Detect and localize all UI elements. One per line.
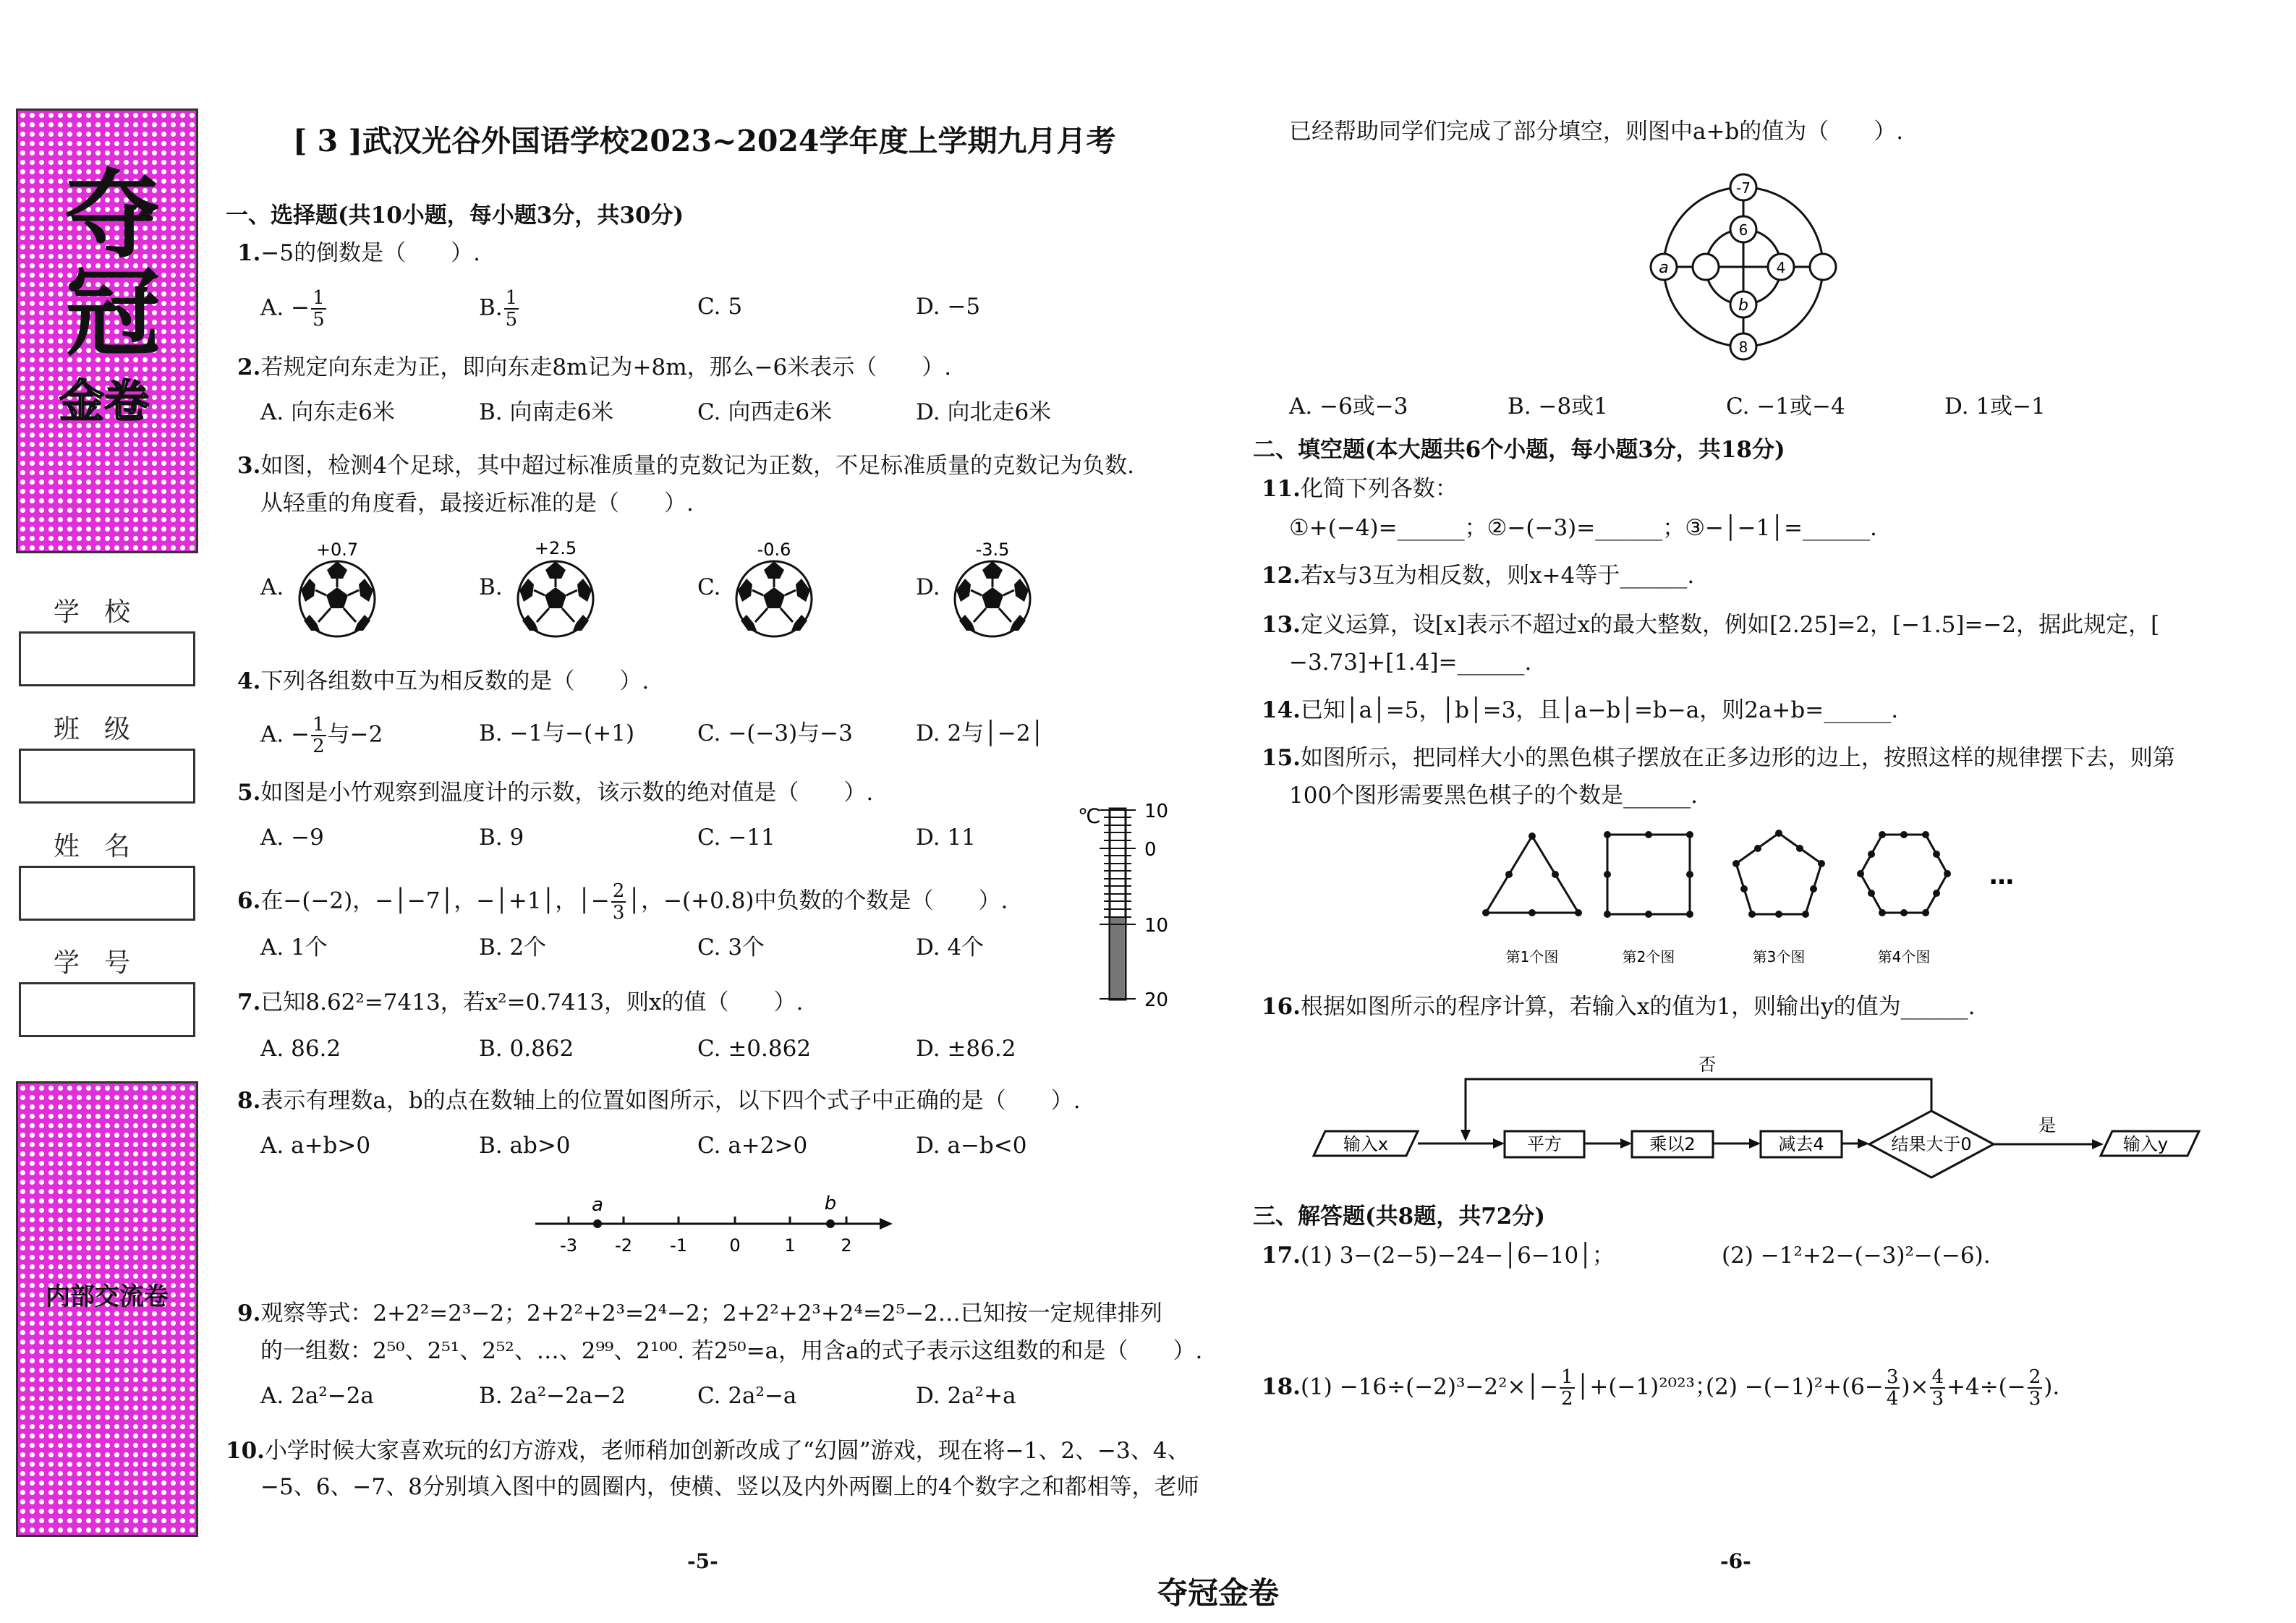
- flow-input-label: 输入x: [1343, 1134, 1389, 1154]
- q2-option-b: B. 向南走6米: [479, 399, 614, 425]
- q3-ball-a-icon: [299, 561, 375, 636]
- thermo-liquid: [1111, 917, 1124, 998]
- q1-option-c: C. 5: [697, 294, 743, 320]
- circle-node-left-outer-label: a: [1659, 259, 1669, 277]
- q3-stem-line2: 从轻重的角度看，最接近标准的是（ ）.: [260, 490, 694, 516]
- q11-line2: ①+(−4)=______；②−(−3)=______；③−│−1│=______.: [1289, 515, 1877, 541]
- q5-thermometer: [1078, 796, 1186, 1013]
- exam-title: [ 3 ]武汉光谷外国语学校2023~2024学年度上学期九月月考: [293, 124, 1116, 158]
- q6-option-d: D. 4个: [916, 934, 985, 960]
- q8-number-line: [535, 1193, 897, 1258]
- thermo-tick-minus10: 10: [1144, 915, 1169, 937]
- q6-option-a: A. 1个: [260, 934, 328, 960]
- q10-option-d: D. 1或−1: [1944, 393, 2046, 419]
- q10-option-a: A. −6或−3: [1289, 393, 1408, 419]
- q8-option-d: D. a−b<0: [916, 1133, 1027, 1159]
- circle-node-right-inner-label: 4: [1776, 259, 1786, 276]
- field-label-name: 姓名: [54, 832, 156, 861]
- q16-stem: 16.根据如图所示的程序计算，若输入x的值为1，则输出y的值为______.: [1262, 994, 1976, 1020]
- q10-magic-circle: [1642, 171, 1845, 366]
- q15-fig2-label: 第2个图: [1622, 948, 1675, 966]
- q9-option-a: A. 2a²−2a: [260, 1383, 374, 1409]
- q15-fig4-label: 第4个图: [1877, 948, 1931, 966]
- q17-part2: (2) −1²+2−(−3)²−(−6).: [1722, 1243, 1991, 1269]
- circle-node-top-inner-label: 6: [1738, 221, 1748, 239]
- q4-option-b: B. −1与−(+1): [479, 720, 635, 746]
- q8-option-b: B. ab>0: [479, 1133, 571, 1159]
- q8-option-c: C. a+2>0: [697, 1133, 808, 1159]
- q3-stem-line1: 3.如图，检测4个足球，其中超过标准质量的克数记为正数，不足标准质量的克数记为负数.: [237, 453, 1134, 479]
- q17-part1: 17.(1) 3−(2−5)−24−│6−10│；: [1262, 1243, 1615, 1269]
- q7-stem: 7.已知8.62²=7413，若x²=0.7413，则x的值（ ）.: [237, 989, 804, 1015]
- q15-fig1-label: 第1个图: [1505, 948, 1559, 966]
- axis-tick-m2: -2: [615, 1235, 632, 1256]
- q5-option-d: D. 11: [916, 825, 976, 851]
- q8-option-a: A. a+b>0: [260, 1133, 371, 1159]
- q12-stem: 12.若x与3互为相反数，则x+4等于______.: [1262, 563, 1695, 589]
- inner-exchange-label: 内部交流卷: [46, 1282, 169, 1311]
- thermo-tick-top: 10: [1144, 801, 1169, 822]
- q3-option-b: B.: [479, 574, 503, 600]
- q1-option-b: B. $\frac{1}{5}$: [479, 287, 518, 331]
- q3-ball-d-icon: [955, 561, 1030, 636]
- q3-ball-b-icon: [518, 561, 593, 636]
- circle-node-left-inner: [1693, 254, 1719, 280]
- page-number-left: -5-: [687, 1549, 718, 1573]
- q18-part1: 18.(1) −16÷(−2)³−2²×│− $\frac{1}{2}$ │+(−1)²⁰²³；: [1262, 1366, 1717, 1410]
- q6-option-b: B. 2个: [479, 934, 547, 960]
- q2-option-a: A. 向东走6米: [260, 399, 395, 425]
- q9-option-d: D. 2a²+a: [916, 1383, 1016, 1409]
- circle-node-right-outer: [1810, 254, 1836, 280]
- flow-multiply-label: 乘以2: [1649, 1134, 1696, 1154]
- q9-stem-line2: 的一组数：2⁵⁰、2⁵¹、2⁵²、…、2⁹⁹、2¹⁰⁰. 若2⁵⁰=a，用含a的式子表示这组数的和是（ ）.: [260, 1338, 1203, 1364]
- q9-option-c: C. 2a²−a: [697, 1383, 797, 1409]
- field-label-id: 学号: [54, 948, 156, 978]
- thermo-tick-minus20: 20: [1144, 989, 1169, 1011]
- q15-polygon-figures: [1476, 825, 2014, 976]
- flow-subtract-label: 减去4: [1778, 1134, 1824, 1154]
- q3-option-c: C.: [697, 574, 721, 600]
- flow-square-label: 平方: [1527, 1134, 1562, 1154]
- q1-stem: 1.−5的倒数是（ ）.: [237, 240, 480, 266]
- flow-output-label: 输入y: [2122, 1134, 2169, 1154]
- thermo-tick-zero: 0: [1144, 839, 1157, 861]
- q15-stem-line2: 100个图形需要黑色棋子的个数是______.: [1289, 783, 1698, 809]
- side-panel: [16, 108, 198, 1537]
- q2-option-c: C. 向西走6米: [697, 399, 833, 425]
- field-box-class[interactable]: [19, 749, 195, 804]
- q10-option-b: B. −8或1: [1508, 393, 1608, 419]
- flow-no-label: 否: [1698, 1055, 1716, 1075]
- q13-stem-line1: 13.定义运算，设[x]表示不超过x的最大整数，例如[2.25]=2，[−1.5]=−2，据此规定，[: [1262, 612, 2160, 638]
- q3-ball-c-label: -0.6: [757, 540, 791, 560]
- q10-stem-line2: −5、6、−7、8分别填入图中的圆圈内，使横、竖以及内外两圈上的4个数字之和都相等，老师: [260, 1474, 1199, 1500]
- axis-tick-2: 2: [841, 1235, 852, 1256]
- brand-logo-big: 夺冠: [65, 160, 158, 370]
- q2-option-d: D. 向北走6米: [916, 399, 1052, 425]
- section-1-heading: 一、选择题(共10小题，每小题3分，共30分): [226, 203, 684, 229]
- q9-option-b: B. 2a²−2a−2: [479, 1383, 626, 1409]
- q7-option-d: D. ±86.2: [916, 1036, 1016, 1062]
- q8-stem: 8.表示有理数a，b的点在数轴上的位置如图所示，以下四个式子中正确的是（ ）.: [237, 1088, 1081, 1114]
- field-box-name[interactable]: [19, 866, 195, 921]
- axis-point-b-label: b: [824, 1193, 837, 1214]
- q10-stem-line1: 10.小学时候大家喜欢玩的幻方游戏，老师稍加创新改成了“幻圆”游戏，现在将−1、2、−3、4、: [226, 1438, 1190, 1464]
- axis-point-b: [826, 1219, 835, 1228]
- field-box-school[interactable]: [19, 631, 195, 686]
- q14-stem: 14.已知│a│=5，│b│=3，且│a−b│=b−a，则2a+b=______.: [1262, 697, 1899, 723]
- circle-node-top-outer-label: -7: [1736, 179, 1751, 197]
- q5-stem: 5.如图是小竹观察到温度计的示数，该示数的绝对值是（ ）.: [237, 780, 874, 806]
- q5-option-b: B. 9: [479, 825, 524, 851]
- q18-part2: (2) −(−1)²+(6− $\frac{3}{4}$ )× $\frac{4}{3}$ +4÷(− $\frac{2}{3}$ ).: [1706, 1366, 2060, 1410]
- q4-option-c: C. −(−3)与−3: [697, 720, 853, 746]
- q9-stem-line1: 9.观察等式：2+2²=2³−2；2+2²+2³=2⁴−2；2+2²+2³+2⁴=2⁵−2…已知按一定规律排列: [237, 1300, 1162, 1326]
- q10-option-c: C. −1或−4: [1726, 393, 1845, 419]
- q7-option-b: B. 0.862: [479, 1036, 574, 1062]
- field-label-school: 学校: [54, 597, 156, 627]
- q5-option-a: A. −9: [260, 825, 324, 851]
- axis-tick-m1: -1: [670, 1235, 687, 1256]
- q3-ball-d-label: -3.5: [975, 540, 1010, 560]
- q15-stem-line1: 15.如图所示，把同样大小的黑色棋子摆放在正多边形的边上，按照这样的规律摆下去，则第: [1262, 745, 2175, 771]
- q1-option-a: A. − $\frac{1}{5}$: [260, 287, 325, 331]
- field-box-id[interactable]: [19, 982, 195, 1037]
- q5-option-c: C. −11: [697, 825, 775, 851]
- q10-stem-line3: 已经帮助同学们完成了部分填空，则图中a+b的值为（ ）.: [1289, 119, 1904, 145]
- axis-tick-0: 0: [729, 1235, 741, 1256]
- q3-option-d: D.: [916, 574, 940, 600]
- axis-point-a-label: a: [592, 1194, 603, 1216]
- q3-soccer-balls: [289, 535, 1056, 644]
- brand-logo-small: 金卷: [59, 375, 150, 427]
- flow-condition-label: 结果大于0: [1891, 1134, 1972, 1154]
- page-number-right: -6-: [1720, 1549, 1751, 1573]
- axis-tick-m3: -3: [560, 1235, 577, 1256]
- q4-stem: 4.下列各组数中互为相反数的是（ ）.: [237, 668, 650, 694]
- circle-node-bottom-inner-label: b: [1738, 297, 1748, 315]
- q15-fig3-label: 第3个图: [1752, 948, 1806, 966]
- q1-option-d: D. −5: [916, 294, 981, 320]
- q3-ball-b-label: +2.5: [534, 538, 577, 558]
- q15-ellipsis: …: [1989, 861, 2014, 890]
- q6-stem: 6.在−(−2)，−│−7│，−│+1│，│− $\frac{2}{3}$ │，−(+0.8)中负数的个数是（ ）.: [237, 880, 1008, 924]
- q4-option-d: D. 2与│−2│: [916, 720, 1045, 746]
- q7-option-c: C. ±0.862: [697, 1036, 812, 1062]
- axis-point-a: [593, 1219, 602, 1228]
- q7-option-a: A. 86.2: [260, 1036, 341, 1062]
- section-3-heading: 三、解答题(共8题，共72分): [1253, 1204, 1546, 1230]
- q2-stem: 2.若规定向东走为正，即向东走8m记为+8m，那么−6米表示（ ）.: [237, 354, 952, 380]
- q4-option-a: A. − $\frac{1}{2}$ 与−2: [260, 714, 383, 757]
- q3-ball-c-icon: [736, 561, 812, 636]
- q16-flowchart: [1302, 1041, 2214, 1179]
- footer-brand: 夺冠金卷: [1157, 1575, 1280, 1611]
- circle-node-bottom-outer-label: 8: [1738, 338, 1748, 356]
- q6-option-c: C. 3个: [697, 934, 765, 960]
- q3-ball-a-label: +0.7: [315, 540, 359, 560]
- axis-tick-1: 1: [784, 1235, 796, 1256]
- thermo-unit: ℃: [1078, 804, 1101, 828]
- q3-option-a: A.: [260, 574, 284, 600]
- flow-yes-label: 是: [2038, 1115, 2056, 1136]
- field-label-class: 班级: [54, 715, 156, 744]
- q13-stem-line2: −3.73]+[1.4]=______.: [1289, 649, 1532, 676]
- q11-stem: 11.化简下列各数：: [1262, 476, 1458, 502]
- section-2-heading: 二、填空题(本大题共6个小题，每小题3分，共18分): [1253, 437, 1785, 463]
